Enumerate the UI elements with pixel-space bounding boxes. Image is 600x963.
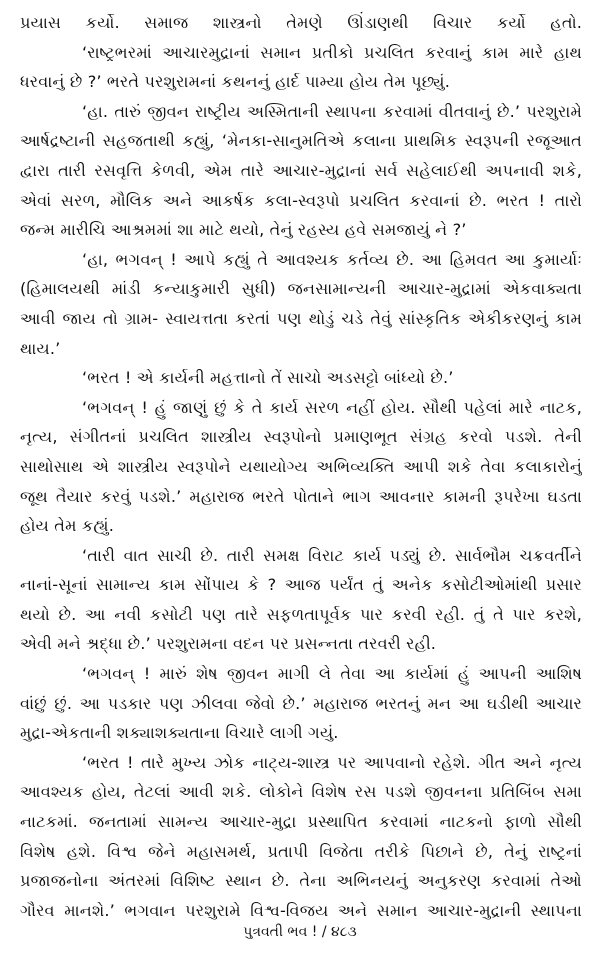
text-line: જૂથ તૈયાર કરવું પડશે.’ મહારાજ ભરતે પોતાને ભાગ આવનાર કામની રૂપરેખા ઘડતા bbox=[20, 486, 582, 506]
text-line: નૃત્ય, સંગીતનાં પ્રચલિત શાસ્ત્રીય સ્વરૂપોનો પ્રમાણભૂત સંગ્રહ કરવો પડશે. તેની bbox=[20, 427, 582, 447]
text-line: થાય.’ bbox=[20, 338, 61, 358]
text-line: જન્મ મારીચિ આશ્રમમાં શા માટે થયો, તેનું રહસ્ય હવે સમજાયું ને ?’ bbox=[20, 220, 467, 240]
text-line: એવી મને શ્રદ્ધા છે.’ પરશુરામના વદન પર પ્રસન્નતા તરવરી રહી. bbox=[20, 634, 437, 654]
text-line: ‘હા. તારું જીવન રાષ્ટ્રીય અસ્મિતાની સ્થાપના કરવામાં વીતવાનું છે.’ પરશુરામે bbox=[82, 101, 582, 121]
text-line: પ્રયાસ કર્યો. સમાજ શાસ્ત્રનો તેમણે ઊંડાણથી વિચાર કર્યો હતો. bbox=[20, 13, 582, 32]
text-line: (હિમાલયથી માંડી કન્યાકુમારી સુધી) જનસામાન્યની આચાર-મુદ્રામાં એકવાક્યતા bbox=[20, 279, 582, 299]
page-footer: પુત્રવતી ભવ ! / ૪૮૩ bbox=[243, 924, 357, 940]
text-line: નાટકમાં. જનતામાં સામન્ય આચાર-મુદ્રા પ્રસ્થાપિત કરવામાં નાટકનો ફાળો સૌથી bbox=[20, 812, 582, 832]
text-line: પ્રજાજનોના અંતરમાં વિશિષ્ટ સ્થાન છે. તેના અભિનયનું અનુકરણ કરવામાં તેઓ bbox=[20, 871, 582, 891]
text-line: હોય તેમ કહ્યું. bbox=[20, 516, 114, 536]
text-line: સાથોસાથ એ શાસ્ત્રીય સ્વરૂપોને યથાયોગ્ય અભિવ્યક્તિ આપી શકે તેવા કલાકારોનું bbox=[20, 456, 582, 476]
text-line: ધરવાનું છે ?’ ભરતે પરશુરામનાં કથનનું હાર્દ પામ્યા હોય તેમ પૂછ્યું. bbox=[20, 72, 450, 92]
text-line: ‘તારી વાત સાચી છે. તારી સમક્ષ વિરાટ કાર્ય પડ્યું છે. સાર્વભૌમ ચક્રવર્તીને bbox=[82, 545, 582, 565]
text-line: થયો છે. આ નવી કસોટી પણ તારે સફળતાપૂર્વક પાર કરવી રહી. તું તે પાર કરશે, bbox=[20, 604, 582, 624]
text-line: ‘ભરત ! એ કાર્યની મહત્તાનો તેં સાચો અડસટ્ટો બાંધ્યો છે.’ bbox=[82, 368, 454, 388]
text-line: વાંછું છું. આ પડકાર પણ ઝીલવા જેવો છે.’ મહારાજ ભરતનું મન આ ઘડીથી આચાર bbox=[20, 693, 582, 713]
book-page-body bbox=[20, 8, 582, 925]
text-line: દ્વારા તારી રસવૃત્તિ કેળવી, એમ તારે આચાર-મુદ્રાનાં સર્વ સહેલાઈથી અપનાવી શકે, bbox=[20, 160, 582, 180]
text-line: વિશેષ હશે. વિશ્વ જેને મહાસમર્થ, પ્રતાપી વિજેતા તરીકે પિછાને છે, તેનું રાષ્ટ્રનાં bbox=[20, 841, 582, 861]
text-line: મુદ્રા-એકતાની શક્યાશક્યતાના વિચારે લાગી ગયું. bbox=[20, 723, 339, 743]
text-line: ‘ભગવન્ ! હું જાણું છું કે તે કાર્ય સરળ નહીં હોય. સૌથી પહેલાં મારે નાટક, bbox=[82, 397, 582, 417]
text-line: એવાં સરળ, મૌલિક અને આકર્ષક કલા-સ્વરૂપો પ્રચલિત કરવાનાં છે. ભરત ! તારો bbox=[20, 190, 582, 210]
text-line: નાનાં-સૂનાં સામાન્ય કામ સોંપાય કે ? આજ પર્યંત તું અનેક કસોટીઓમાંથી પ્રસાર bbox=[20, 575, 582, 595]
text-line: ‘રાષ્ટ્રભરમાં આચારમુદ્રાનાં સમાન પ્રતીકો પ્રચલિત કરવાનું કામ મારે હાથ bbox=[82, 42, 582, 62]
text-line: ‘હા, ભગવન્ ! આપે કહ્યું તે આવશ્યક કર્તવ્ય છે. આ હિમવત આ કુમાર્યાઃ bbox=[82, 249, 582, 269]
text-line: આવશ્યક હોય, તેટલાં આવી શકે. લોકોને વિશેષ રસ પડશે જીવનના પ્રતિબિંબ સમા bbox=[20, 782, 582, 802]
text-line: આર્ષદ્રષ્ટાની સહજતાથી કહ્યું, ‘મેનકા-સાનુમતિએ કલાના પ્રાથમિક સ્વરૂપની રજૂઆત bbox=[20, 131, 582, 151]
text-line: ‘ભરત ! તારે મુખ્ય ઝોક નાટ્ય-શાસ્ત્ર પર આપવાનો રહેશે. ગીત અને નૃત્ય bbox=[82, 752, 582, 772]
text-line: ગૌરવ માનશે.’ ભગવાન પરશુરામે વિશ્વ-વિજય અને સમાન આચાર-મુદ્રાની સ્થાપના bbox=[20, 900, 582, 920]
text-line: ‘ભગવન્ ! મારું શેષ જીવન માગી લે તેવા આ કાર્યમાં હું આપની આશિષ bbox=[82, 664, 582, 684]
text-line: આવી જાય તો ગ્રામ- સ્વાયત્તતા કરતાં પણ થોડું ચડે તેવું સાંસ્કૃતિક એકીકરણનું કામ bbox=[20, 308, 582, 328]
